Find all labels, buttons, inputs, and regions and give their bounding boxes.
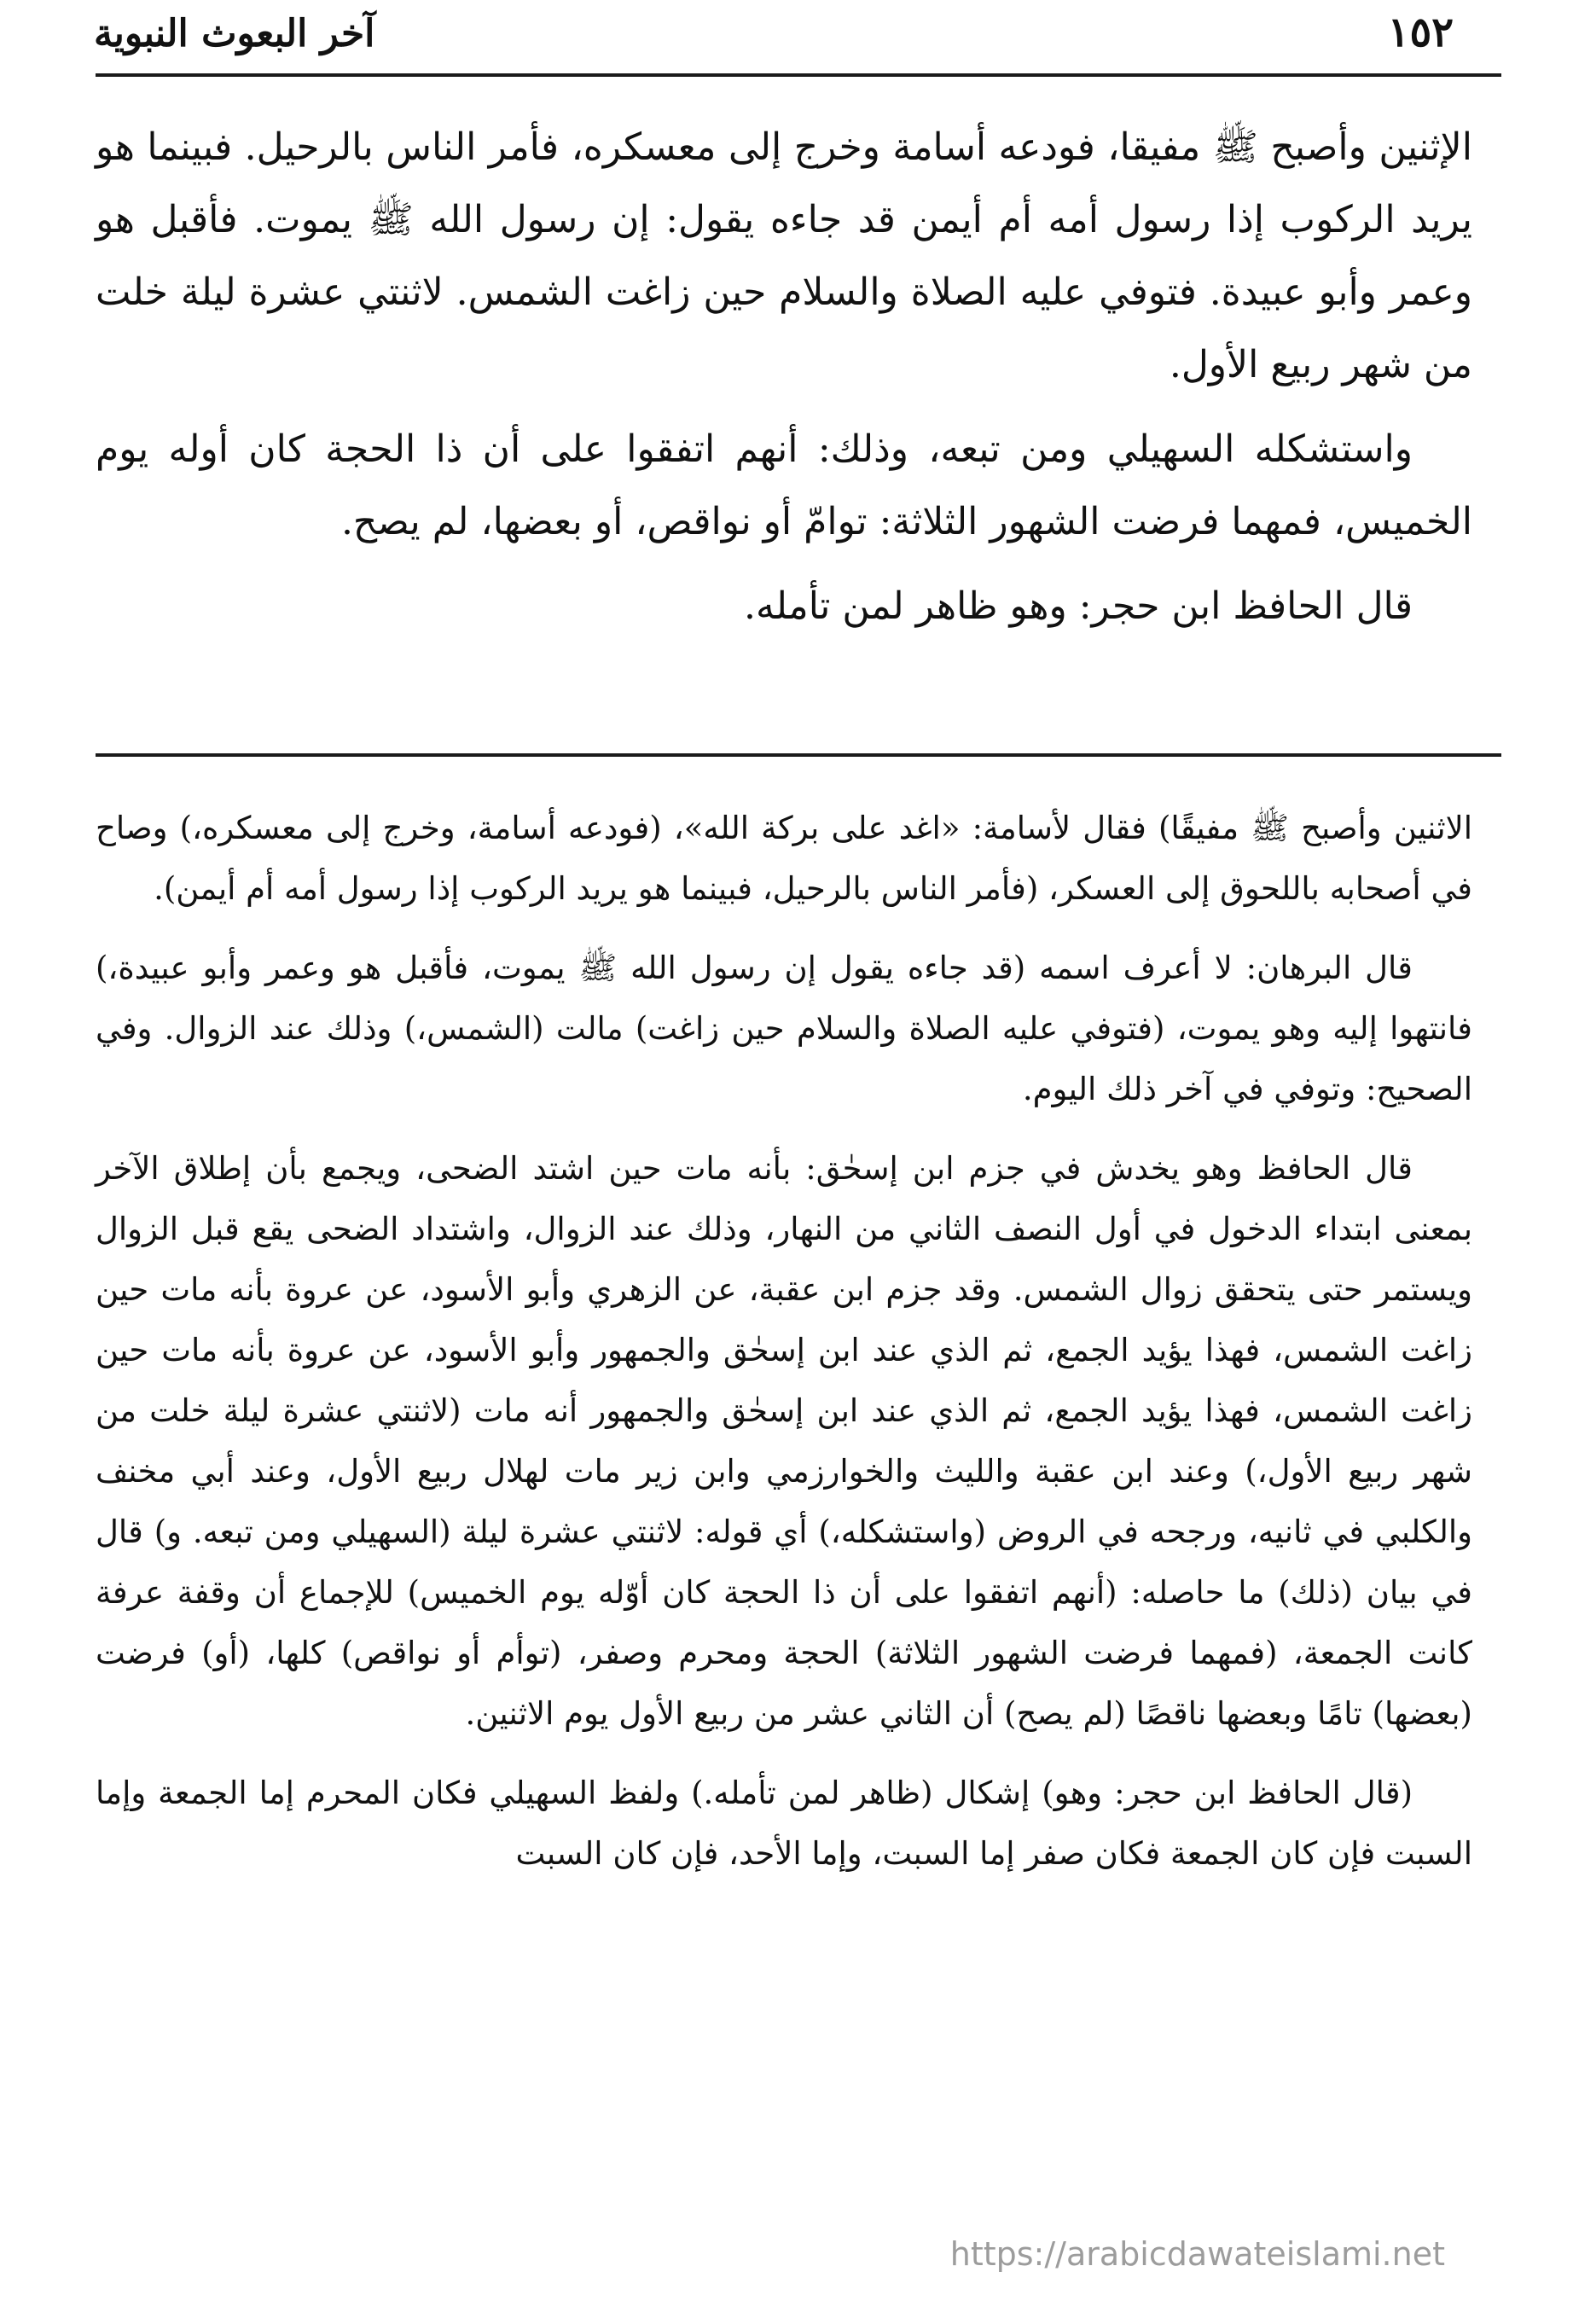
page-number: ١٥٢ xyxy=(1387,9,1454,56)
section-divider xyxy=(96,753,1501,757)
page-header xyxy=(94,9,1479,60)
commentary-text xyxy=(96,798,1472,1903)
commentary-paragraph: قال البرهان: لا أعرف اسمه (قد جاءه يقول إن رسول الله ﷺ يموت، فأقبل هو وعمر وأبو عبيدة،) فانتهوا إليه وهو يموت، (فتوفي عليه الصلاة والسلام حين زاغت) مالت (الشمس،) وذلك عند الزوال. وفي الصحيح: وتوفي في آخر ذلك اليوم. xyxy=(96,950,1472,1107)
running-title: آخر البعوث النبوية xyxy=(94,12,375,55)
commentary-paragraph: قال الحافظ وهو يخدش في جزم ابن إسحٰق: بأنه مات حين اشتد الضحى، ويجمع بأن إطلاق الآخر بمعنى ابتداء الدخول في أول النصف الثاني من النهار، وذلك عند الزوال، واشتداد الضحى يقع قبل الزوال ويستمر حتى يتحقق زوال الشمس. وقد جزم ابن عقبة، عن الزهري وأبو الأسود، عن عروة بأنه مات حين زاغت الشمس، فهذا يؤيد الجمع، ثم الذي عند ابن إسحٰق والجمهور وأبو الأسود، عن عروة بأنه مات حين زاغت الشمس، فهذا يؤيد الجمع، ثم الذي عند ابن إسحٰق والجمهور أنه مات (لاثنتي عشرة ليلة خلت من شهر ربيع الأول،) وعند ابن عقبة والليث والخوارزمي وابن زير مات لهلال ربيع الأول، وعند أبي مخنف والكلبي في ثانيه، ورجحه في الروض (واستشكله،) أي قوله: لاثنتي عشرة ليلة (السهيلي ومن تبعه. و) قال في بيان (ذلك) ما حاصله: (أنهم اتفقوا على أن ذا الحجة كان أوّله يوم الخميس) للإجماع أن وقفة عرفة كانت الجمعة، (فمهما فرضت الشهور الثلاثة) الحجة ومحرم وصفر، (توأم أو نواقص) كلها، (أو) فرضت (بعضها) تامًا وبعضها ناقصًا (لم يصح) أن الثاني عشر من ربيع الأول يوم الاثنين. xyxy=(96,1150,1472,1732)
commentary-paragraph: (قال الحافظ ابن حجر: وهو) إشكال (ظاهر لمن تأمله.) ولفظ السهيلي فكان المحرم إما الجمعة وإما السبت فإن كان الجمعة فكان صفر إما السبت، وإما الأحد، فإن كان السبت xyxy=(96,1775,1472,1872)
main-paragraph: الإثنين وأصبح ﷺ مفيقا، فودعه أسامة وخرج إلى معسكره، فأمر الناس بالرحيل. فبينما هو يريد الركوب إذا رسول أمه أم أيمن قد جاءه يقول: إن رسول الله ﷺ يموت. فأقبل هو وعمر وأبو عبيدة. فتوفي عليه الصلاة والسلام حين زاغت الشمس. لاثنتي عشرة ليلة خلت من شهر ربيع الأول. xyxy=(96,125,1472,386)
commentary-paragraph: الاثنين وأصبح ﷺ مفيقًا) فقال لأسامة: «اغد على بركة الله»، (فودعه أسامة، وخرج إلى معسكره،) وصاح في أصحابه باللحوق إلى العسكر، (فأمر الناس بالرحيل، فبينما هو يريد الركوب إذا رسول أمه أم أيمن). xyxy=(96,810,1472,907)
main-text xyxy=(96,111,1472,654)
watermark-url: https://arabicdawateislami.net xyxy=(949,2235,1445,2273)
header-divider xyxy=(96,73,1501,77)
main-paragraph: واستشكله السهيلي ومن تبعه، وذلك: أنهم اتفقوا على أن ذا الحجة كان أوله يوم الخميس، فمهما فرضت الشهور الثلاثة: توامّ أو نواقص، أو بعضها، لم يصح. xyxy=(96,427,1472,543)
main-paragraph: قال الحافظ ابن حجر: وهو ظاهر لمن تأمله. xyxy=(743,584,1413,628)
